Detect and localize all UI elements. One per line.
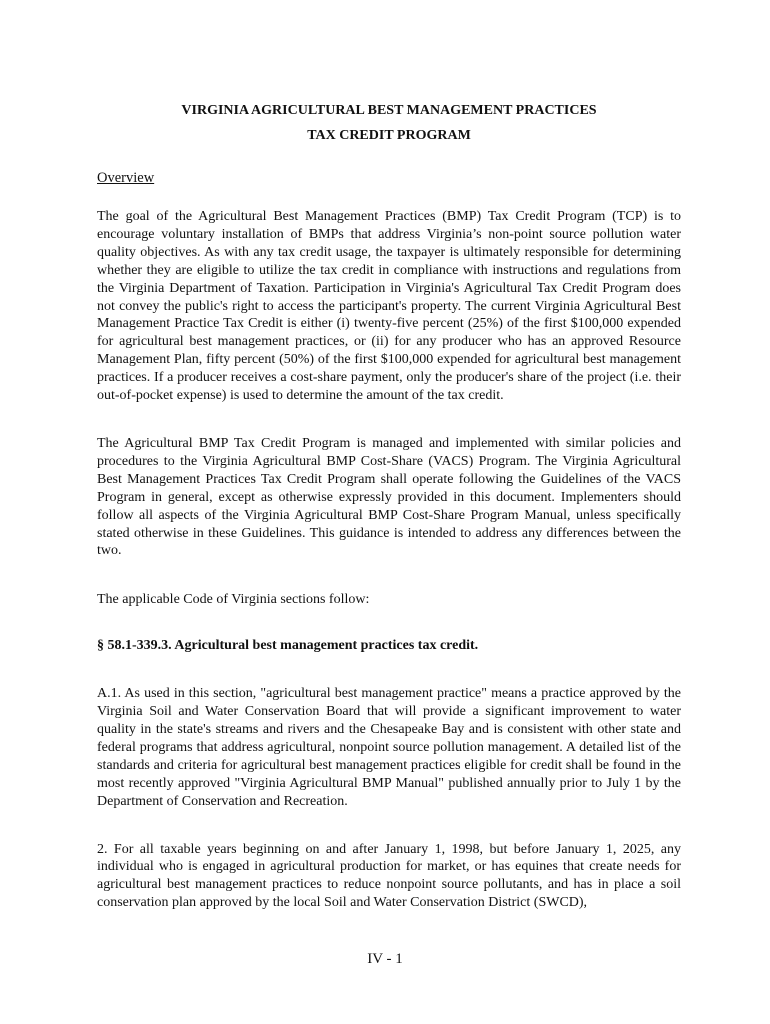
code-paragraph-2: 2. For all taxable years beginning on and after January 1, 1998, but before January 1, 2025, any individual who is engaged in agricultural production for market, or has equines that create needs for agricultural best management practices to reduce nonpoint source pollutants, and has in place a soil conservation plan approved by the local Soil and Water Conservation District (SWCD), (97, 841, 681, 911)
code-section-heading: § 58.1-339.3. Agricultural best management practices tax credit. (97, 638, 479, 654)
overview-heading: Overview (97, 170, 155, 186)
page-number: IV - 1 (367, 951, 403, 967)
document-page (97, 98, 681, 912)
overview-paragraph-program-management: The Agricultural BMP Tax Credit Program is managed and implemented with similar policies and procedures to the Virginia Agricultural BMP Cost-Share (VACS) Program. The Virginia Agricultural Best Management Practices Tax Credit Program shall operate following the Guidelines of the VACS Program in general, except as otherwise expressly provided in this document. Implementers should follow all aspects of the Virginia Agricultural BMP Cost-Share Program Manual, unless specifically stated otherwise in these Guidelines. This guidance is intended to address any differences between the two. (97, 435, 681, 559)
overview-paragraph-goal: The goal of the Agricultural Best Management Practices (BMP) Tax Credit Program (TCP) is to encourage voluntary installation of BMPs that address Virginia’s non-point source pollution water quality objectives. As with any tax credit usage, the taxpayer is ultimately responsible for determining whether they are eligible to utilize the tax credit in compliance with instructions and regulations from the Virginia Department of Taxation. Participation in Virginia's Agricultural Tax Credit Program does not convey the public's right to access the participant's property. The current Virginia Agricultural Best Management Practice Tax Credit is either (i) twenty-five percent (25%) of the first $100,000 expended for agricultural best management practices, or (ii) for any producer who has an approved Resource Management Plan, fifty percent (50%) of the first $100,000 expended for agricultural best management practices. If a producer receives a cost-share payment, only the producer's share of the project (i.e. their out-of-pocket expense) is used to determine the amount of the tax credit. (97, 209, 681, 404)
document-title-line-1: VIRGINIA AGRICULTURAL BEST MANAGEMENT PRACTICES (181, 103, 597, 118)
code-intro-paragraph: The applicable Code of Virginia sections follow: (97, 592, 370, 608)
document-title-line-2: TAX CREDIT PROGRAM (307, 128, 471, 143)
code-paragraph-a1: A.1. As used in this section, "agricultural best management practice" means a practice approved by the Virginia Soil and Water Conservation Board that will provide a significant improvement to water quality in the state's streams and rivers and the Chesapeake Bay and is consistent with other state and federal programs that address agricultural, nonpoint source pollution management. A detailed list of the standards and criteria for agricultural best management practices eligible for credit shall be found in the most recently approved "Virginia Agricultural BMP Manual" published annually prior to July 1 by the Department of Conservation and Recreation. (97, 686, 681, 809)
